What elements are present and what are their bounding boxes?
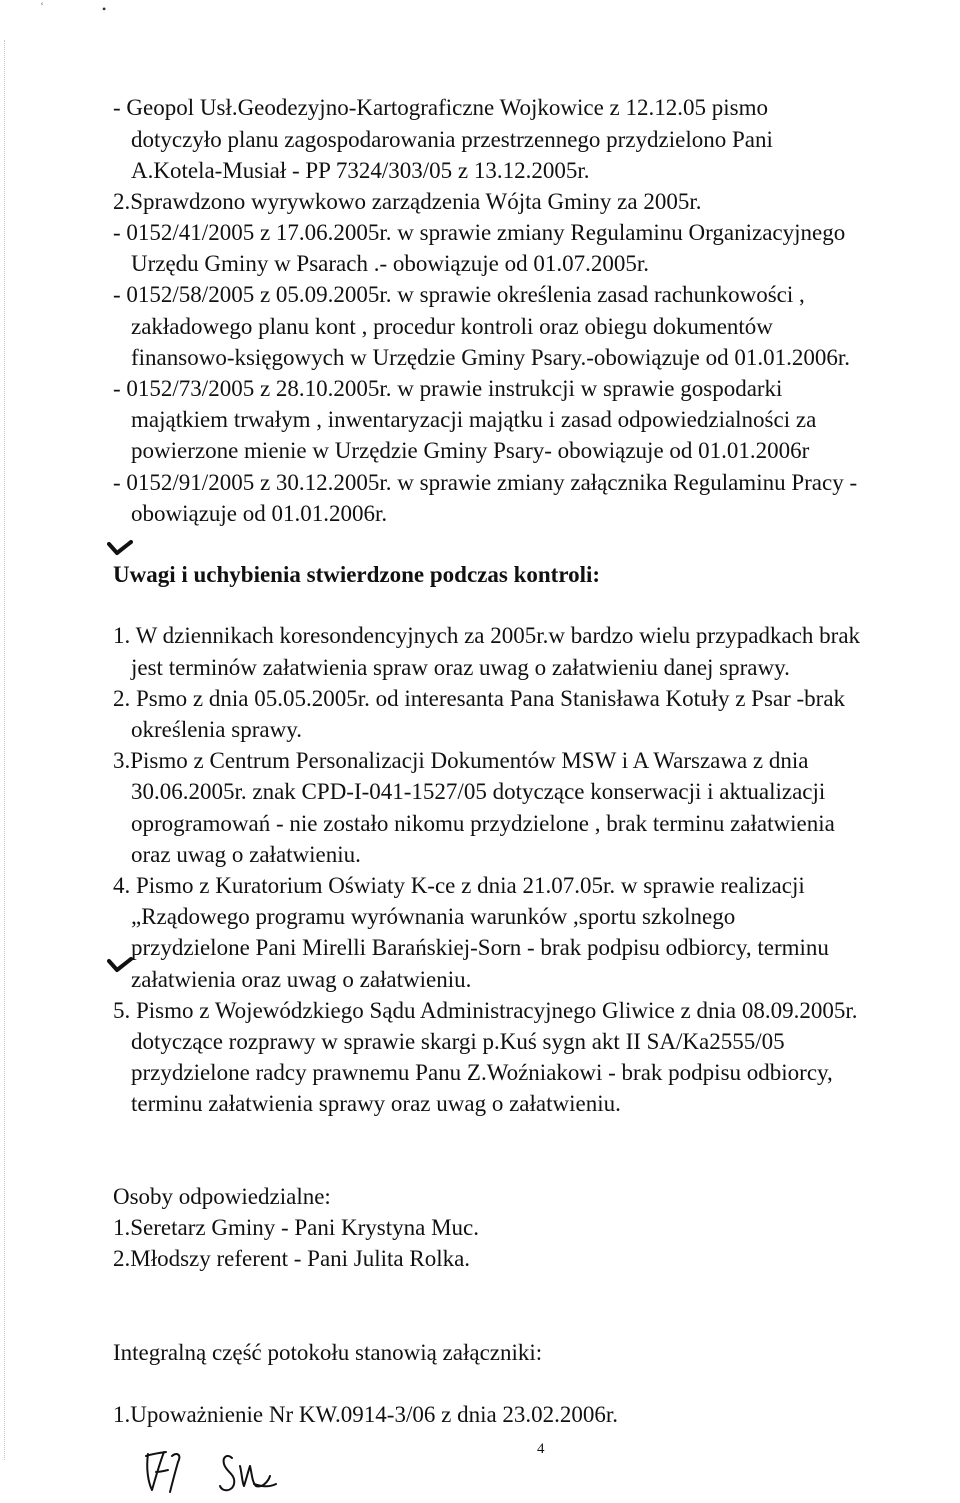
- section2-line: - 0152/41/2005 z 17.06.2005r. w sprawie zmiany Regulaminu Organizacyjnego: [113, 220, 846, 245]
- remark-line: załatwienia oraz uwag o załatwieniu.: [131, 967, 472, 992]
- responsible-line: 2.Młodszy referent - Pani Julita Rolka.: [113, 1246, 471, 1271]
- section2-line: 2.Sprawdzono wyrywkowo zarządzenia Wójta Gminy za 2005r.: [113, 189, 702, 214]
- responsible-heading: Osoby odpowiedzialne:: [113, 1184, 331, 1209]
- section2-line: - 0152/91/2005 z 30.12.2005r. w sprawie zmiany załącznika Regulaminu Pracy -: [113, 470, 858, 495]
- scan-mark: •: [102, 2, 107, 16]
- remark-line: 2. Psmo z dnia 05.05.2005r. od interesanta Pana Stanisława Kotuły z Psar -brak: [113, 686, 846, 711]
- remark-line: przydzielone radcy prawnemu Panu Z.Woźniakowi - brak podpisu odbiorcy,: [131, 1060, 833, 1085]
- section2-line: majątkiem trwałym , inwentaryzacji majątku i zasad odpowiedzialności za: [131, 407, 817, 432]
- attachments-heading: Integralną część potokołu stanowią załączniki:: [113, 1340, 543, 1365]
- section2-line: finansowo-księgowych w Urzędzie Gminy Psary.-obowiązuje od 01.01.2006r.: [131, 345, 851, 370]
- responsible-line: 1.Seretarz Gminy - Pani Krystyna Muc.: [113, 1215, 480, 1240]
- attachment-line: 1.Upoważnienie Nr KW.0914-3/06 z dnia 23.02.2006r.: [113, 1402, 619, 1427]
- remark-line: przydzielone Pani Mirelli Barańskiej-Sorn - brak podpisu odbiorcy, terminu: [131, 935, 829, 960]
- scan-edge-dots: [4, 40, 9, 1460]
- remark-line: oprogramowań - nie zostało nikomu przydzielone , brak terminu załatwienia: [131, 811, 835, 836]
- check-mark-icon: [107, 540, 133, 556]
- section2-line: powierzone mienie w Urzędzie Gminy Psary- obowiązuje od 01.01.2006r: [131, 438, 810, 463]
- section1-line: dotyczyło planu zagospodarowania przestrzennego przydzielono Pani: [131, 127, 773, 152]
- remark-line: dotyczące rozprawy w sprawie skargi p.Kuś sygn akt II SA/Ka2555/05: [131, 1029, 785, 1054]
- section2-line: obowiązuje od 01.01.2006r.: [131, 501, 388, 526]
- page-number: 4: [537, 1441, 545, 1457]
- remarks-heading: Uwagi i uchybienia stwierdzone podczas kontroli:: [113, 562, 601, 587]
- section2-line: - 0152/58/2005 z 05.09.2005r. w sprawie określenia zasad rachunkowości ,: [113, 282, 805, 307]
- remark-line: określenia sprawy.: [131, 717, 302, 742]
- remark-line: oraz uwag o załatwieniu.: [131, 842, 361, 867]
- section1-line: A.Kotela-Musiał - PP 7324/303/05 z 13.12.2005r.: [131, 158, 590, 183]
- remark-line: 3.Pismo z Centrum Personalizacji Dokumentów MSW i A Warszawa z dnia: [113, 748, 809, 773]
- section2-line: zakładowego planu kont , procedur kontroli oraz obiegu dokumentów: [131, 314, 773, 339]
- remark-line: 1. W dziennikach koresondencyjnych za 2005r.w bardzo wielu przypadkach brak: [113, 623, 861, 648]
- remark-line: jest terminów załatwienia spraw oraz uwag o załatwieniu danej sprawy.: [131, 655, 790, 680]
- remark-line: 30.06.2005r. znak CPD-I-041-1527/05 dotyczące konserwacji i aktualizacji: [131, 779, 826, 804]
- handwritten-signature: [142, 1446, 322, 1498]
- remark-line: 5. Pismo z Wojewódzkiego Sądu Administracyjnego Gliwice z dnia 08.09.2005r.: [113, 998, 858, 1023]
- check-mark-icon: [107, 957, 133, 973]
- scan-mark: ʿ: [40, 0, 44, 14]
- section1-line: - Geopol Usł.Geodezyjno-Kartograficzne Wojkowice z 12.12.05 pismo: [113, 95, 768, 120]
- remark-line: 4. Pismo z Kuratorium Oświaty K-ce z dnia 21.07.05r. w sprawie realizacji: [113, 873, 805, 898]
- section2-line: - 0152/73/2005 z 28.10.2005r. w prawie instrukcji w sprawie gospodarki: [113, 376, 783, 401]
- remark-line: „Rządowego programu wyrównania warunków ,sportu szkolnego: [131, 904, 736, 929]
- remark-line: terminu załatwienia sprawy oraz uwag o załatwieniu.: [131, 1091, 621, 1116]
- section2-line: Urzędu Gminy w Psarach .- obowiązuje od 01.07.2005r.: [131, 251, 650, 276]
